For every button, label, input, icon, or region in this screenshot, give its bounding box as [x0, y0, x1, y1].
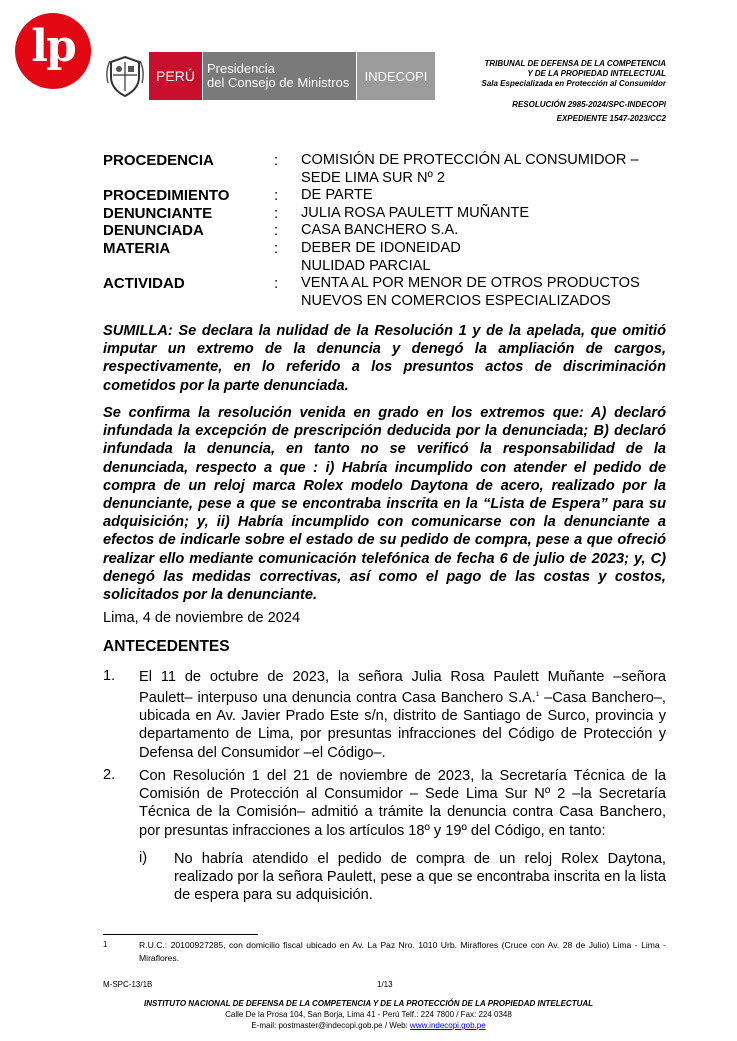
tribunal-line2: Y DE LA PROPIEDAD INTELECTUAL [527, 69, 666, 78]
colon: : [274, 152, 279, 169]
page-number: 1/13 [377, 980, 393, 989]
subitem-paragraph: No habría atendido el pedido de compra de un reloj Rolex Daytona, realizado por la señora Paulett, pese a que se encontraba inscrita en la lista de espera para su adquisición. [174, 851, 666, 904]
procedencia-line2: SEDE LIMA SUR Nº 2 [301, 169, 446, 186]
lp-logo [15, 13, 91, 89]
form-code: M-SPC-13/1B [103, 980, 153, 989]
item-number: 2. [103, 767, 116, 783]
indecopi-label: INDECOPI [364, 68, 428, 84]
procedimiento-label: PROCEDIMIENTO [103, 187, 230, 204]
lp-logo-text: lp [31, 21, 75, 72]
tribunal-heading [481, 59, 666, 89]
denunciante-value: JULIA ROSA PAULETT MUÑANTE [301, 205, 530, 221]
actividad-line2: NUEVOS EN COMERCIOS ESPECIALIZADOS [301, 292, 611, 309]
footer-email: E-mail: postmaster@indecopi.gob.pe / Web: [251, 1021, 411, 1030]
sumilla-paragraph: SUMILLA: Se declara la nulidad de la Resolución 1 y de la apelada, que omitió imputar un extremo de la denuncia y denegó la ampliación de cargos, respectivamente, en lo referido a los presuntos actos de discriminación cometidos por la parte denunciada. [103, 323, 666, 394]
subitem-number: i) [139, 850, 148, 866]
item-text-a: El 11 de octubre de 2023, la señora Julia Rosa Paulett Muñante –señora Paulett– interpuso una denuncia contra Casa Banchero S.A. [139, 669, 666, 707]
footer-institute: INSTITUTO NACIONAL DE DEFENSA DE LA COMPETENCIA Y DE LA PROTECCIÓN DE LA PROPIEDAD INTELECTUAL [143, 999, 594, 1008]
pcm-badge [203, 52, 356, 100]
file-number: EXPEDIENTE 1547-2023/CC2 [556, 114, 666, 123]
colon: : [274, 205, 279, 222]
denunciada-label: DENUNCIADA [103, 222, 204, 239]
document-date: Lima, 4 de noviembre de 2024 [103, 610, 301, 626]
footnote-divider [103, 934, 258, 935]
actividad-line1: VENTA AL POR MENOR DE OTROS PRODUCTOS [301, 275, 640, 291]
pcm-line2: del Consejo de Ministros [207, 75, 350, 90]
denunciante-label: DENUNCIANTE [103, 205, 213, 222]
resolution-number: RESOLUCIÓN 2985-2024/SPC-INDECOPI [512, 100, 666, 109]
procedencia-label: PROCEDENCIA [103, 152, 214, 169]
section-title: ANTECEDENTES [103, 638, 230, 655]
colon: : [274, 222, 279, 239]
item-text-b: –Casa Banchero–, ubicada en Av. Javier Prado Este s/n, distrito de Santiago de Surco, provincia y departamento de Lima, por presuntas infracciones del Código de Protección y Defensa del Consumidor –el Código–. [139, 690, 666, 761]
footer-address: Calle De la Prosa 104, San Borja, Lima 41 - Perú Telf.: 224 7800 / Fax: 224 0348 [225, 1010, 512, 1019]
peru-badge [149, 52, 202, 100]
footnote-text: R.U.C.: 20100927285, con domicilio fiscal ubicado en Av. La Paz Nro. 1010 Urb. Miraflores (Cruce con Av. 28 de Julio) Lima - Lima - Miraflores. [139, 940, 666, 963]
footnote-number: 1 [103, 940, 108, 949]
materia-value [301, 240, 461, 275]
colon: : [274, 187, 279, 204]
procedimiento-value: DE PARTE [301, 187, 373, 203]
footnote-ref[interactable]: 1 [535, 692, 540, 699]
tribunal-line1: TRIBUNAL DE DEFENSA DE LA COMPETENCIA [484, 59, 666, 68]
materia-line1: DEBER DE IDONEIDAD [301, 240, 461, 256]
procedencia-value [301, 152, 639, 187]
item-number: 1. [103, 668, 116, 684]
case-ids [512, 100, 666, 124]
coat-of-arms-icon [104, 53, 146, 99]
procedencia-line1: COMISIÓN DE PROTECCIÓN AL CONSUMIDOR – [301, 152, 639, 168]
peru-label: PERÚ [156, 68, 195, 84]
actividad-label: ACTIVIDAD [103, 275, 185, 292]
footer-web-link[interactable]: www.indecopi.gob.pe [410, 1021, 486, 1030]
materia-label: MATERIA [103, 240, 171, 257]
footer-contact [0, 1021, 737, 1030]
item-paragraph: Con Resolución 1 del 21 de noviembre de 2023, la Secretaría Técnica de la Comisión de Protección al Consumidor – Sede Lima Sur Nº 2 –la Secretaría Técnica de la Comisión– admitió a trámite la denuncia contra Casa Banchero, por presuntas infracciones a los artículos 18º y 19º del Código, en tanto: [139, 768, 666, 839]
actividad-value [301, 275, 640, 310]
sumilla-confirmation-paragraph: Se confirma la resolución venida en grado en los extremos que: A) declaró infundada la excepción de prescripción deducida por la denunciada; B) declaró infundada la denuncia, en tanto no se verificó la responsabilidad de la denunciada, respecto a que : i) Habría incumplido con atender el pedido de compra de un reloj marca Rolex modelo Daytona de acero, realizado por la denunciante, pese a que se encontraba inscrita en la “Lista de Espera” para su adquisición; y, ii) Habría incumplido con comunicarse con la denunciante a efectos de indicarle sobre el estado de su pedido de compra, pese a que ofreció realizar ello mediante comunicación telefónica de fecha 6 de julio de 2023; y, C) denegó las medidas correctivas, así como el pago de las costas y costos, solicitados por la denunciante. [103, 405, 666, 604]
indecopi-badge [357, 52, 435, 100]
colon: : [274, 275, 279, 292]
materia-line2: NULIDAD PARCIAL [301, 257, 431, 274]
pcm-line1: Presidencia [207, 61, 275, 76]
denunciada-value: CASA BANCHERO S.A. [301, 222, 459, 238]
colon: : [274, 240, 279, 257]
tribunal-line3: Sala Especializada en Protección al Consumidor [481, 79, 666, 88]
item-paragraph [139, 668, 666, 762]
